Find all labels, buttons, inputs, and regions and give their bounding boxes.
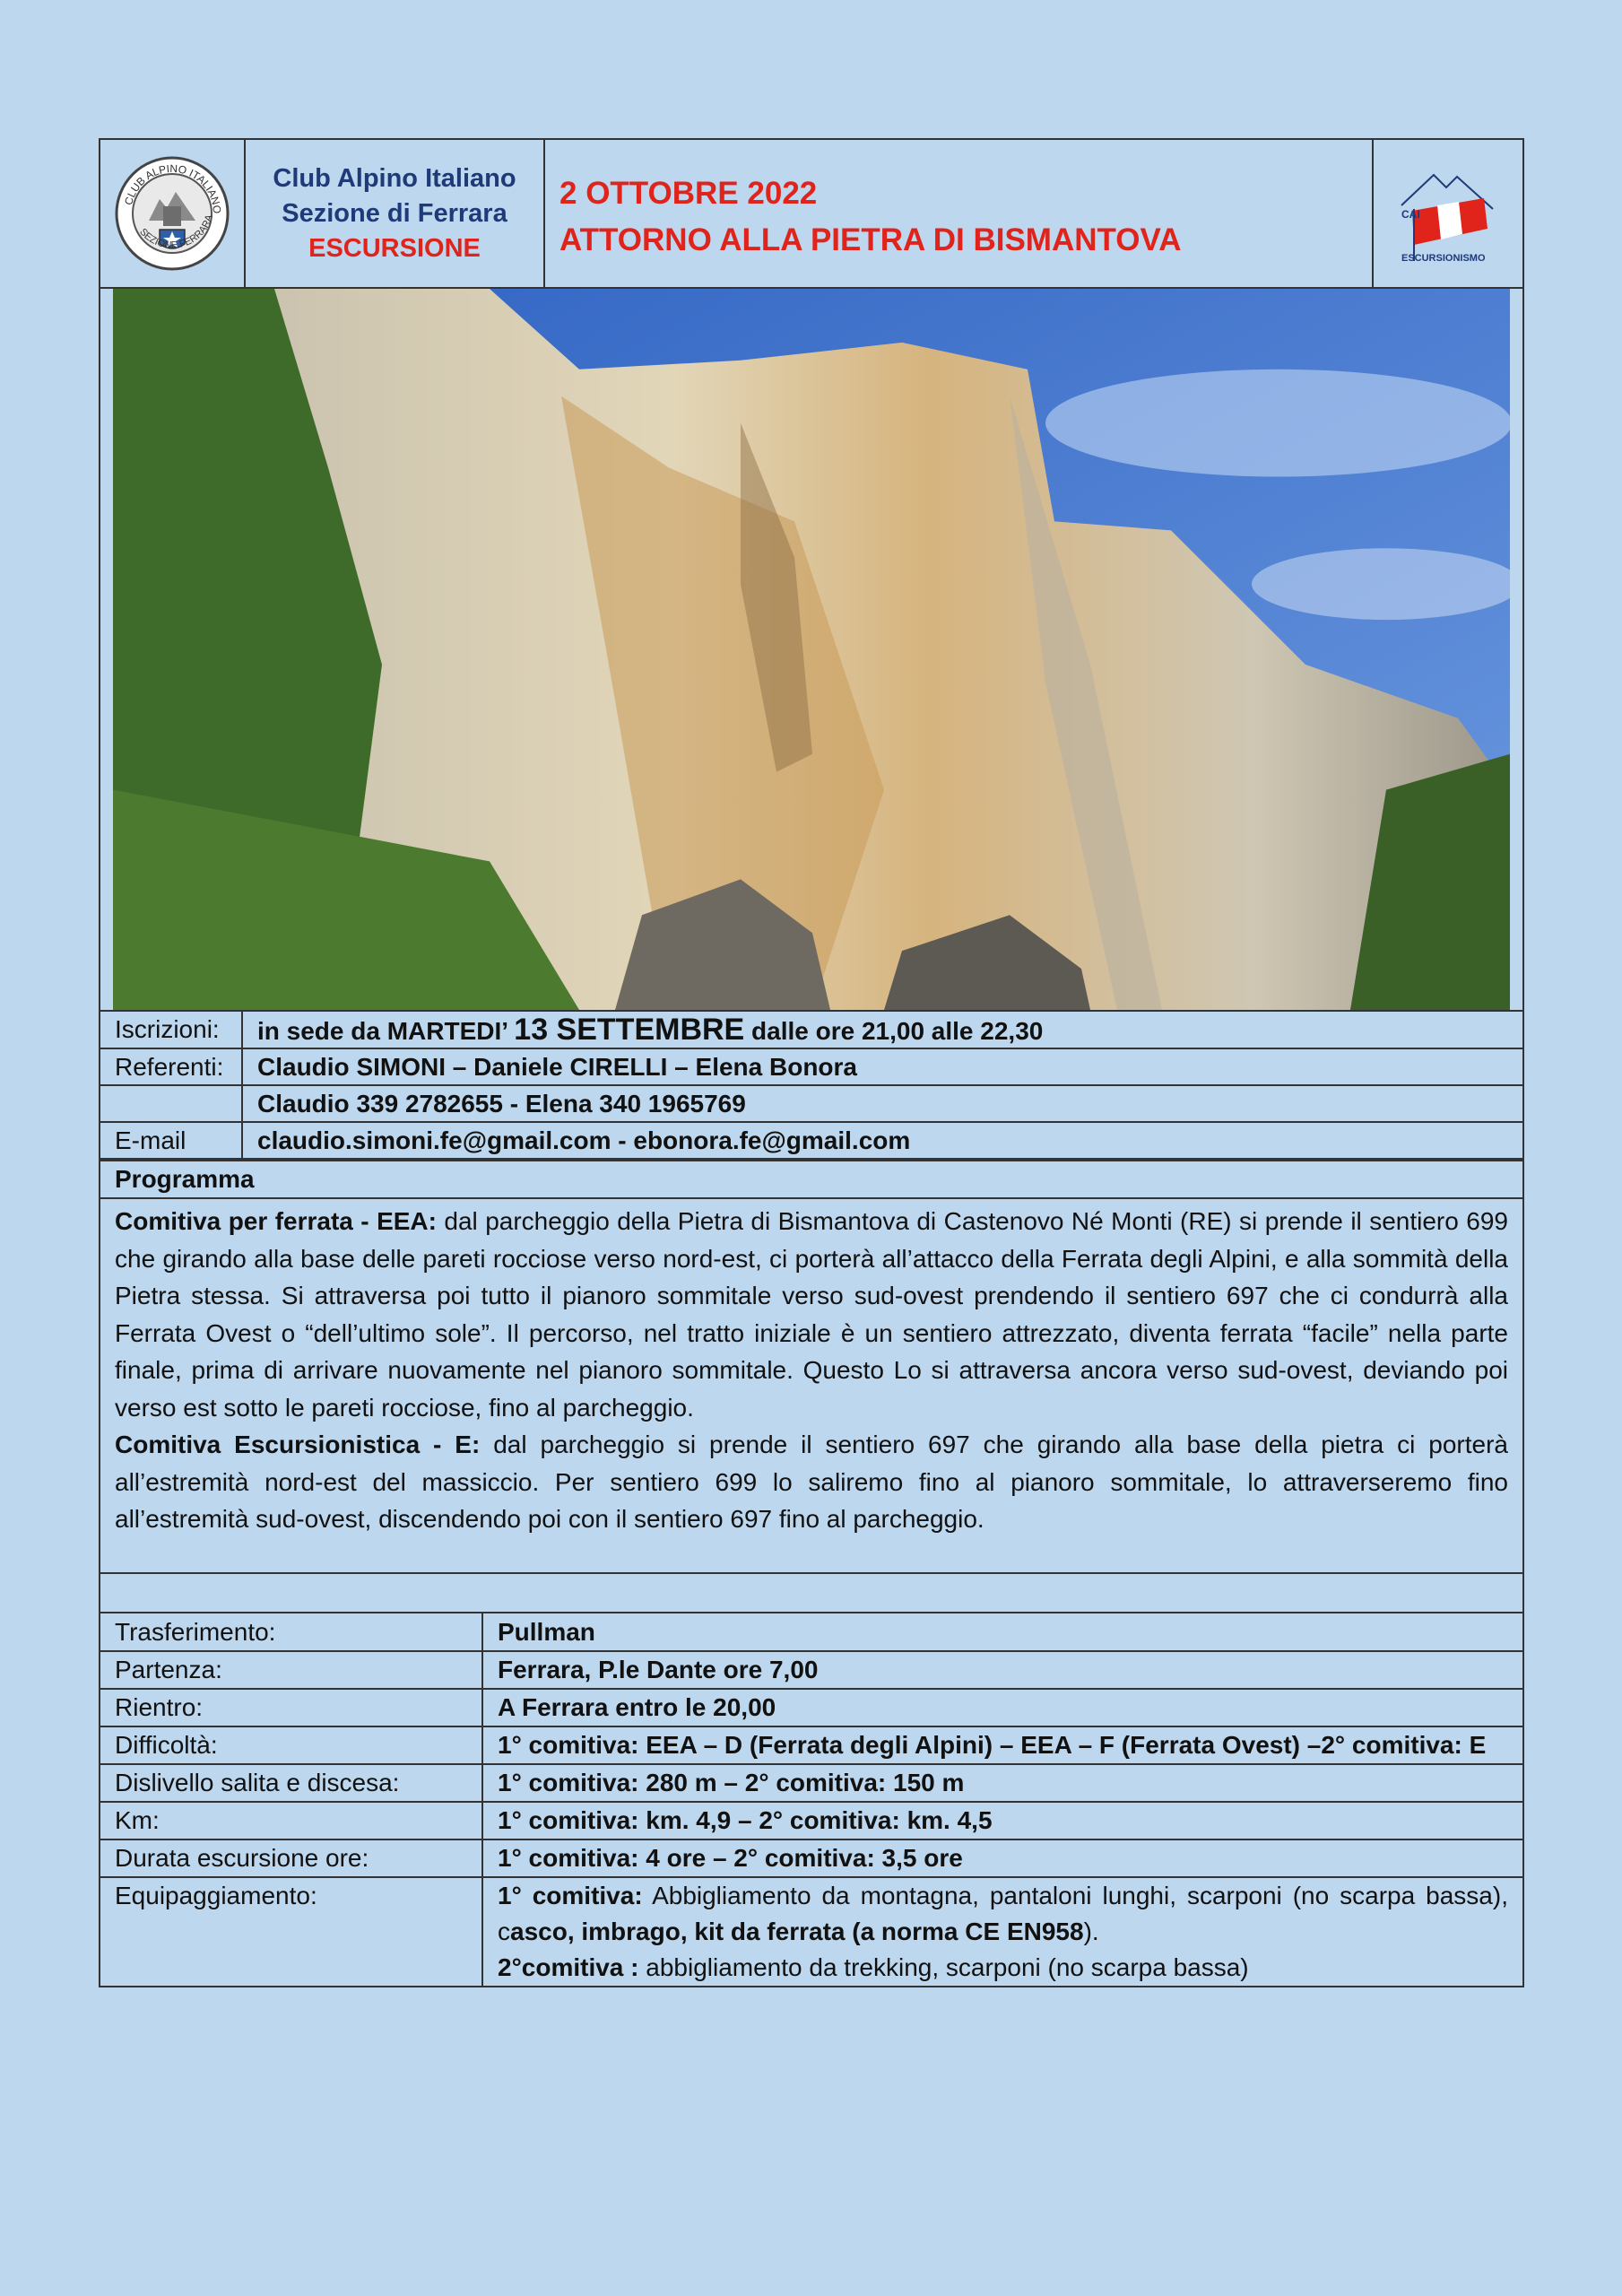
club-name: Club Alpino Italiano xyxy=(273,163,516,193)
cai-ferrara-seal xyxy=(100,140,246,287)
escursionismo-logo xyxy=(1374,140,1522,287)
email-label: E-mail xyxy=(100,1122,242,1159)
title-block xyxy=(545,140,1374,287)
table-row xyxy=(100,1877,1522,1986)
escursionistica-text: dal parcheggio si prende il sentiero 697 che girando alla base della pietra ci porterà all’estremità nord-est del massiccio. Per sentiero 699 lo saliremo fino al pianoro sommitale, lo attraverseremo fino all’estremità sud-ovest, discendendo poi con il sentiero 697 fino al parcheggio. xyxy=(115,1431,1508,1533)
esc-logo-text: ESCURSIONISMO xyxy=(1401,253,1486,264)
table-row xyxy=(100,1764,1522,1802)
club-block xyxy=(246,140,545,287)
rock-wall-photo xyxy=(113,289,1510,1010)
ferrata-text: dal parcheggio della Pietra di Bismantova di Castenovo Né Monti (RE) si prende il sentiero 699 che girando alla base delle pareti rocciose verso nord-est, ci porterà all’attacco della Ferrata degli Alpini, e alla sommità della Pietra stessa. Si attraversa poi tutto il pianoro sommitale verso sud-ovest prendendo il sentiero 697 che ci condurrà alla Ferrata Ovest o “dell’ultimo sole”. Il percorso, nel tratto iniziale è un sentiero attrezzato, diventa ferrata “facile” nella parte finale, prima di arrivare nuovamente nel pianoro sommitale. Questo Lo si attraversa ancora verso sud-ovest, deviando poi verso est sotto le pareti rocciose, fino al parcheggio. xyxy=(115,1207,1508,1422)
rientro-value: A Ferrara entro le 20,00 xyxy=(482,1689,1522,1726)
equip-label: Equipaggiamento: xyxy=(100,1877,482,1986)
partenza-label: Partenza: xyxy=(100,1651,482,1689)
iscrizioni-post: dalle ore 21,00 alle 22,30 xyxy=(744,1016,1044,1045)
equip-comitiva-1 xyxy=(498,1878,1508,1950)
equip1-heading: 1° comitiva: xyxy=(498,1882,643,1909)
escursionismo-logo-icon xyxy=(1394,155,1502,272)
difficolta-label: Difficoltà: xyxy=(100,1726,482,1764)
equip-comitiva-2 xyxy=(498,1950,1508,1986)
blank-row xyxy=(100,1574,1522,1613)
phones-label xyxy=(100,1085,242,1122)
event-date: 2 OTTOBRE 2022 xyxy=(559,176,818,211)
dislivello-value: 1° comitiva: 280 m – 2° comitiva: 150 m xyxy=(482,1764,1522,1802)
equip1-text: Abbigliamento da montagna, pantaloni lunghi, scarponi (no scarpa bassa), c xyxy=(498,1882,1508,1945)
partenza-value: Ferrara, P.le Dante ore 7,00 xyxy=(482,1651,1522,1689)
durata-label: Durata escursione ore: xyxy=(100,1839,482,1877)
table-row xyxy=(100,1085,1522,1122)
programma-section xyxy=(100,1160,1522,1613)
cai-logo-text: CAI xyxy=(1401,208,1420,221)
event-type: ESCURSIONE xyxy=(308,233,481,263)
dislivello-label: Dislivello salita e discesa: xyxy=(100,1764,482,1802)
referenti-value: Claudio SIMONI – Daniele CIRELLI – Elena Bonora xyxy=(242,1048,1522,1085)
referenti-label: Referenti: xyxy=(100,1048,242,1085)
escursionistica-heading: Comitiva Escursionistica - E: xyxy=(115,1431,481,1458)
programma-body xyxy=(100,1199,1522,1574)
event-title: ATTORNO ALLA PIETRA DI BISMANTOVA xyxy=(559,222,1182,257)
km-value: 1° comitiva: km. 4,9 – 2° comitiva: km. 4,5 xyxy=(482,1802,1522,1839)
table-row xyxy=(100,1012,1522,1048)
programma-paragraph-escursionistica xyxy=(115,1426,1508,1538)
header xyxy=(100,140,1522,289)
trasferimento-label: Trasferimento: xyxy=(100,1613,482,1651)
info-table xyxy=(100,1012,1522,1160)
event-sheet xyxy=(99,138,1524,1987)
difficolta-value: 1° comitiva: EEA – D (Ferrata degli Alpini) – EEA – F (Ferrata Ovest) –2° comitiva: E xyxy=(482,1726,1522,1764)
ferrata-heading: Comitiva per ferrata - EEA: xyxy=(115,1207,437,1235)
iscrizioni-date: 13 SETTEMBRE xyxy=(514,1012,745,1047)
programma-title: Programma xyxy=(100,1161,1522,1199)
equip1-bold-items: asco, imbrago, kit da ferrata (a norma CE EN958 xyxy=(510,1918,1084,1945)
phones-value: Claudio 339 2782655 - Elena 340 1965769 xyxy=(242,1085,1522,1122)
km-label: Km: xyxy=(100,1802,482,1839)
table-row xyxy=(100,1839,1522,1877)
table-row xyxy=(100,1802,1522,1839)
details-table xyxy=(100,1613,1522,1986)
photo-frame xyxy=(100,289,1522,1012)
trasferimento-value: Pullman xyxy=(482,1613,1522,1651)
equip-value xyxy=(482,1877,1522,1986)
iscrizioni-value xyxy=(242,1012,1522,1048)
table-row xyxy=(100,1651,1522,1689)
rientro-label: Rientro: xyxy=(100,1689,482,1726)
table-row xyxy=(100,1613,1522,1651)
table-row xyxy=(100,1689,1522,1726)
equip2-heading: 2°comitiva : xyxy=(498,1953,639,1981)
programma-paragraph-ferrata xyxy=(115,1203,1508,1426)
table-row xyxy=(100,1122,1522,1159)
svg-text:SEZIONE FERRARA: SEZIONE FERRARA xyxy=(137,213,215,251)
email-value: claudio.simoni.fe@gmail.com - ebonora.fe@gmail.com xyxy=(242,1122,1522,1159)
iscrizioni-pre: in sede da MARTEDI’ xyxy=(257,1016,515,1045)
equip2-text: abbigliamento da trekking, scarponi (no scarpa bassa) xyxy=(638,1953,1249,1981)
seal-icon xyxy=(113,154,231,273)
club-section: Sezione di Ferrara xyxy=(282,198,507,228)
durata-value: 1° comitiva: 4 ore – 2° comitiva: 3,5 ore xyxy=(482,1839,1522,1877)
table-row xyxy=(100,1048,1522,1085)
iscrizioni-label: Iscrizioni: xyxy=(100,1012,242,1048)
equip1-end: ). xyxy=(1083,1918,1099,1945)
table-row xyxy=(100,1726,1522,1764)
svg-text:CLUB ALPINO ITALIANO: CLUB ALPINO ITALIANO xyxy=(122,161,224,214)
